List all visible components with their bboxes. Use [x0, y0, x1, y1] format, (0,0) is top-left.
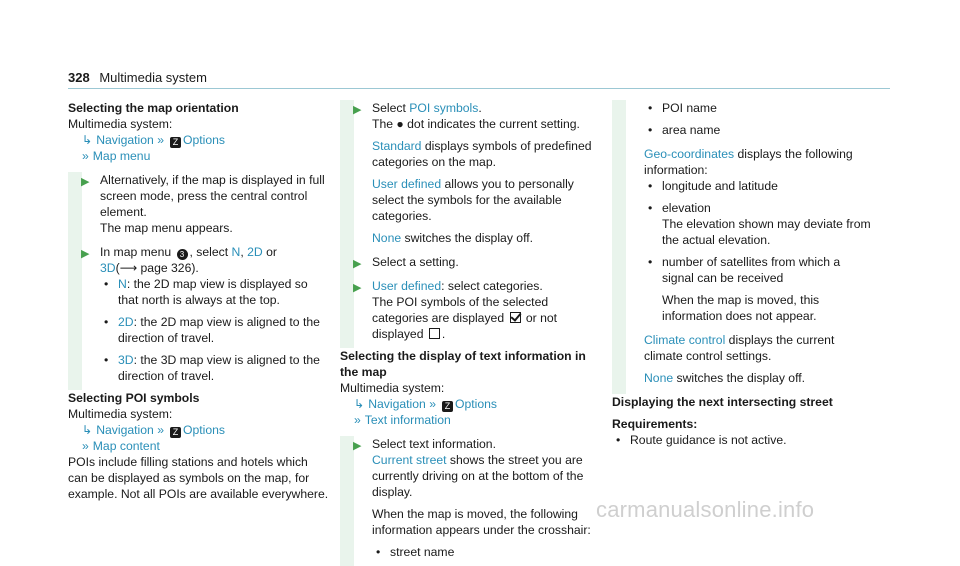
menu-path-text-info-2 — [340, 412, 602, 428]
list-item: • longitude and latitude — [648, 179, 778, 193]
header-divider — [68, 88, 890, 89]
list-item: • N: the 2D map view is displayed so that north is always at the top. — [104, 277, 308, 307]
bullet: • — [376, 545, 381, 559]
options-z-icon: Z — [170, 427, 181, 438]
system-label: Multimedia system: — [68, 407, 173, 421]
section-title-orientation: Selecting the map orientation — [68, 101, 239, 115]
checkbox-checked-icon — [510, 312, 521, 323]
step-select-setting: ▶ Select a setting. — [340, 254, 602, 278]
menu-path-text-info — [340, 396, 602, 412]
bullet: • — [648, 101, 653, 115]
bullet: • — [648, 179, 653, 193]
step-arrow-icon: ▶ — [353, 282, 362, 294]
options-z-icon: Z — [170, 137, 181, 148]
path-navigation[interactable]: Navigation — [96, 133, 154, 147]
step-map-menu — [68, 236, 330, 390]
list-item: • number of satellites from which a signal can be received — [648, 255, 841, 285]
list-item: • street name — [376, 545, 455, 559]
path-text-information[interactable]: Text information — [364, 413, 451, 427]
option-poi-symbols[interactable]: POI symbols — [409, 101, 479, 115]
watermark: carmanualsonline.info — [596, 497, 815, 522]
step-select-poi: ▶ Select POI symbols. The ● dot indicates the current setting. Standard displays symbols of predefined categories on the map. User defined allows you to personally select the symbols for the available categories. None switches the display off. — [340, 100, 602, 254]
menu-path-orientation-2 — [68, 148, 330, 164]
step-arrow-icon: ▶ — [353, 440, 362, 452]
option-geo-coordinates[interactable]: Geo-coordinates — [644, 147, 735, 161]
step-arrow-icon: ▶ — [81, 176, 90, 188]
list-item: • Route guidance is not active. — [616, 433, 787, 447]
page-header — [68, 70, 207, 86]
option-user-defined[interactable]: User defined — [372, 177, 442, 191]
double-chevron-icon: » — [157, 133, 164, 147]
bullet: • — [616, 433, 621, 447]
step-text: In map menu 3 , select N, 2D or 3D(⟶ page 326). — [100, 245, 277, 275]
bullet: • — [648, 201, 653, 215]
menu-path-orientation — [68, 132, 330, 148]
page-ref-arrow-icon: ⟶ — [119, 261, 138, 275]
page-section-title: Multimedia system — [99, 70, 207, 85]
path-options[interactable]: Options — [182, 423, 225, 437]
section-title-text-info: Selecting the display of text information in the map — [340, 349, 586, 379]
double-chevron-icon: » — [82, 439, 89, 453]
bullet: • — [104, 277, 109, 291]
option-3d[interactable]: 3D — [100, 261, 116, 275]
bullet: • — [104, 353, 109, 367]
double-chevron-icon: » — [429, 397, 436, 411]
bullet: • — [104, 315, 109, 329]
step-select-text-info: ▶ Select text information. Current street shows the street you are currently driving on at the bottom of the display. When the map is moved, the following information appears under the crosshair: • street name — [340, 436, 602, 566]
return-arrow-icon: ↳ — [82, 133, 93, 147]
section-title-poi: Selecting POI symbols — [68, 391, 200, 405]
step-arrow-icon: ▶ — [353, 104, 362, 116]
continued-block: • POI name • area name Geo-coordinates displays the following information: • longitude and latitude • elevation The elevation shown may deviate from the actual elevation. • number of satellites from which a signal can be received When the map is moved, this information does not appear. Climate control displays the current climate control settings. None switches the display off. — [612, 100, 874, 394]
list-item: • 2D: the 2D map view is aligned to the direction of travel. — [104, 315, 320, 345]
requirements-title: Requirements: — [612, 417, 698, 431]
system-label: Multimedia system: — [68, 117, 173, 131]
option-standard[interactable]: Standard — [372, 139, 422, 153]
return-arrow-icon: ↳ — [82, 423, 93, 437]
step-arrow-icon: ▶ — [353, 258, 362, 270]
path-map-menu[interactable]: Map menu — [92, 149, 151, 163]
bullet: • — [648, 255, 653, 269]
list-item: • area name — [648, 123, 721, 137]
double-chevron-icon: » — [82, 149, 89, 163]
path-map-content[interactable]: Map content — [92, 439, 160, 453]
column-3 — [612, 100, 874, 448]
step-alternatively — [68, 172, 330, 236]
options-z-icon: Z — [442, 401, 453, 412]
path-options[interactable]: Options — [182, 133, 225, 147]
page-number: 328 — [68, 70, 90, 85]
section-title-next-street: Displaying the next intersecting street — [612, 395, 833, 409]
path-navigation[interactable]: Navigation — [96, 423, 154, 437]
callout-number-icon: 3 — [177, 249, 188, 260]
double-chevron-icon: » — [354, 413, 361, 427]
path-options[interactable]: Options — [454, 397, 497, 411]
step-user-defined: ▶ User defined: select categories. The POI symbols of the selected categories are displayed or not displayed . — [340, 278, 602, 348]
option-n[interactable]: N — [231, 245, 241, 259]
option-climate-control[interactable]: Climate control — [644, 333, 726, 347]
path-navigation[interactable]: Navigation — [368, 397, 426, 411]
option-current-street[interactable]: Current street — [372, 453, 447, 467]
option-user-defined-2[interactable]: User defined — [372, 279, 442, 293]
menu-path-poi-2 — [68, 438, 330, 454]
option-none[interactable]: None — [644, 371, 674, 385]
double-chevron-icon: » — [157, 423, 164, 437]
poi-description: POIs include filling stations and hotels which can be displayed as symbols on the map, for example. Not all POIs are available everywhere. — [68, 455, 329, 501]
menu-path-poi — [68, 422, 330, 438]
column-1 — [68, 100, 330, 502]
step-result: The map menu appears. — [100, 221, 233, 235]
option-none[interactable]: None — [372, 231, 402, 245]
step-arrow-icon: ▶ — [81, 248, 90, 260]
bullet: • — [648, 123, 653, 137]
checkbox-empty-icon — [429, 328, 440, 339]
system-label: Multimedia system: — [340, 381, 445, 395]
return-arrow-icon: ↳ — [354, 397, 365, 411]
list-item: • POI name — [648, 101, 717, 115]
list-item: • elevation — [648, 201, 711, 215]
step-text: Alternatively, if the map is displayed in full screen mode, press the central control element. — [100, 173, 325, 219]
option-2d[interactable]: 2D — [247, 245, 263, 259]
column-2 — [340, 100, 602, 566]
list-item: • 3D: the 3D map view is aligned to the direction of travel. — [104, 353, 320, 383]
